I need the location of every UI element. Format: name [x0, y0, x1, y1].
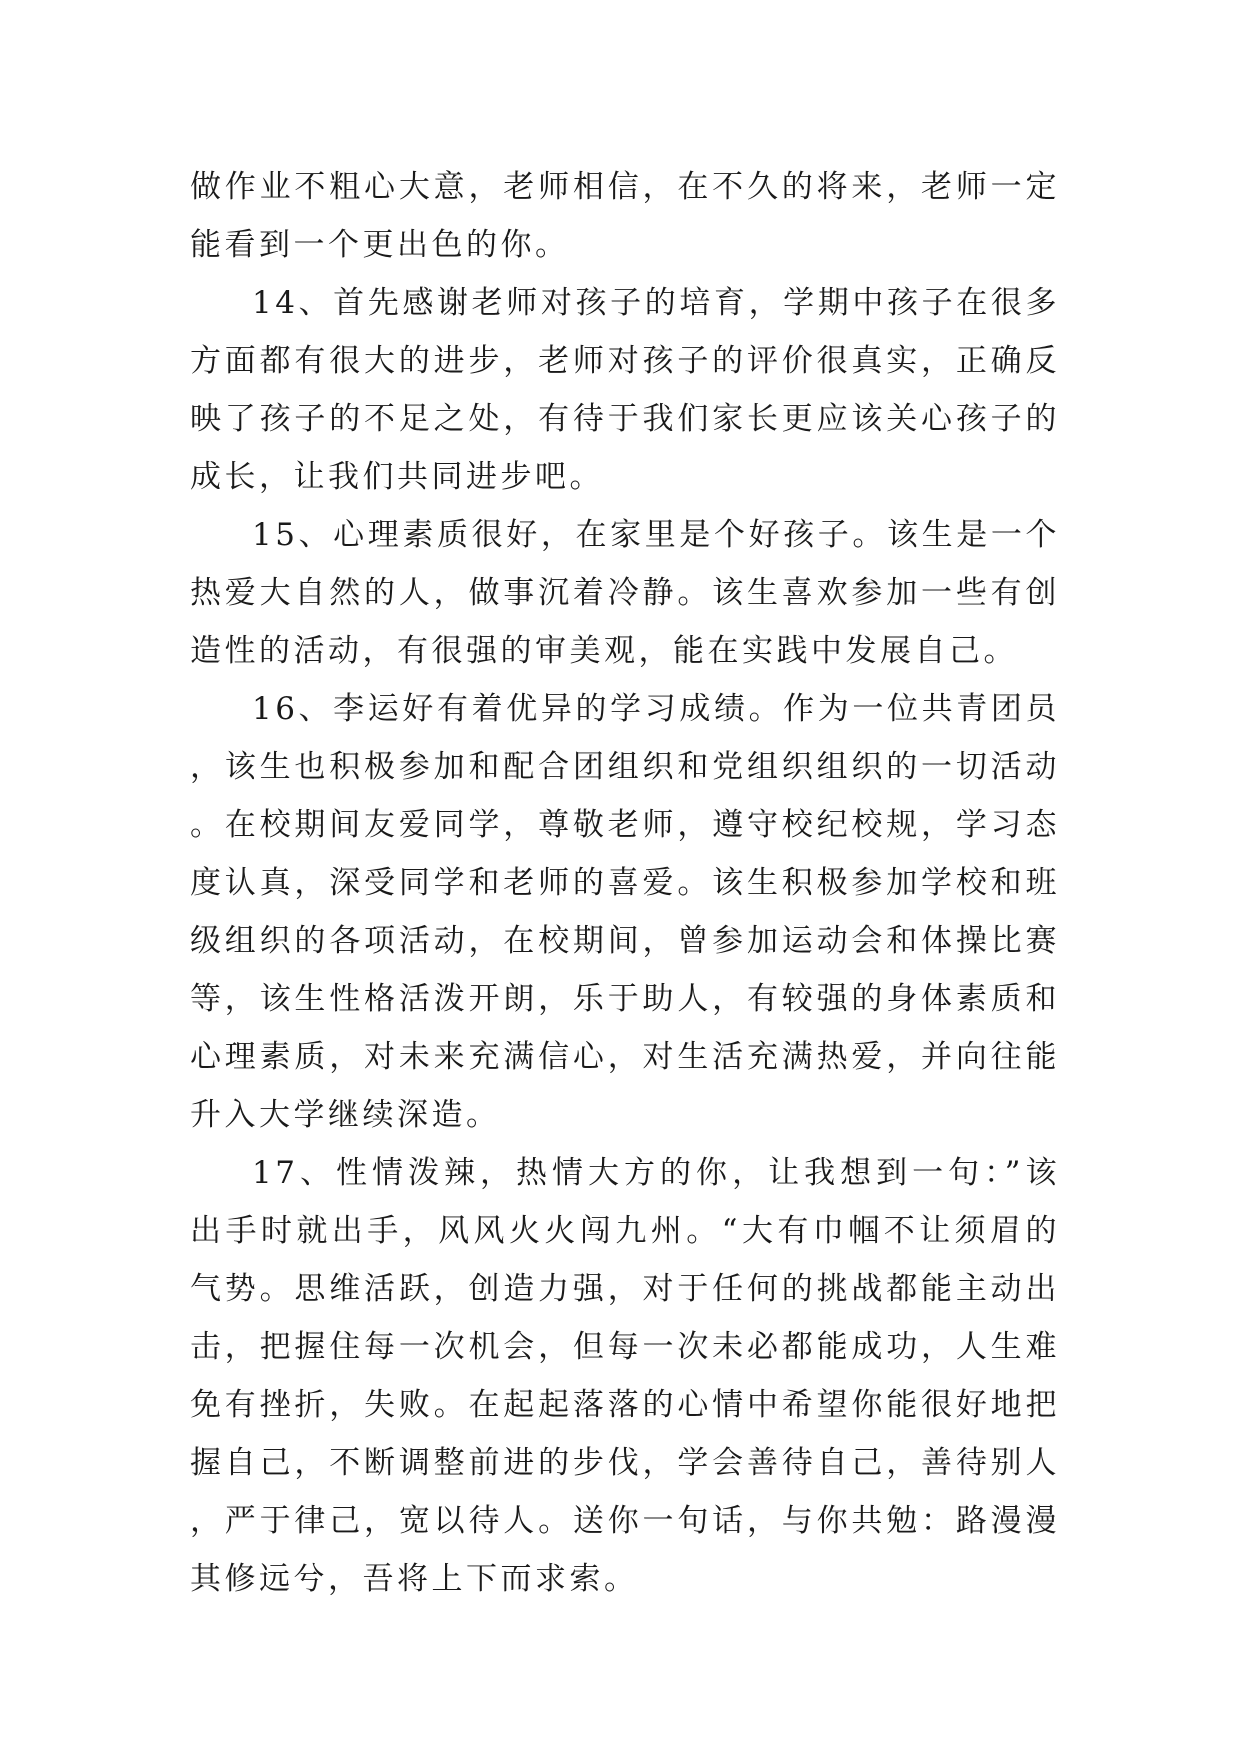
paragraph-16: 16、李运好有着优异的学习成绩。作为一位共青团员，该生也积极参加和配合团组织和党组织组织的一切活动。在校期间友爱同学，尊敬老师，遵守校纪校规，学习态度认真，深受同学和老师的喜爱。该生积极参加学校和班级组织的各项活动，在校期间，曾参加运动会和体操比赛等，该生性格活泼开朗，乐于助人，有较强的身体素质和心理素质，对未来充满信心，对生活充满热爱，并向往能升入大学继续深造。	[190, 691, 1060, 1133]
paragraph-17: 17、性情泼辣，热情大方的你，让我想到一句：”该出手时就出手，风风火火闯九州。“大有巾帼不让须眉的气势。思维活跃，创造力强，对于任何的挑战都能主动出击，把握住每一次机会，但每一次未必都能成功，人生难免有挫折，失败。在起起落落的心情中希望你能很好地把握自己，不断调整前进的步伐，学会善待自己，善待别人，严于律己，宽以待人。送你一句话，与你共勉：路漫漫其修远兮，吾将上下而求索。	[190, 1155, 1060, 1597]
paragraph-15: 15、心理素质很好，在家里是个好孩子。该生是一个热爱大自然的人，做事沉着冷静。该生喜欢参加一些有创造性的活动，有很强的审美观，能在实践中发展自己。	[190, 517, 1060, 669]
paragraph-continuation: 做作业不粗心大意，老师相信，在不久的将来，老师一定能看到一个更出色的你。	[190, 169, 1060, 263]
paragraph-14: 14、首先感谢老师对孩子的培育，学期中孩子在很多方面都有很大的进步，老师对孩子的评价很真实，正确反映了孩子的不足之处，有待于我们家长更应该关心孩子的成长，让我们共同进步吧。	[190, 285, 1060, 495]
document-body	[190, 158, 1060, 1608]
